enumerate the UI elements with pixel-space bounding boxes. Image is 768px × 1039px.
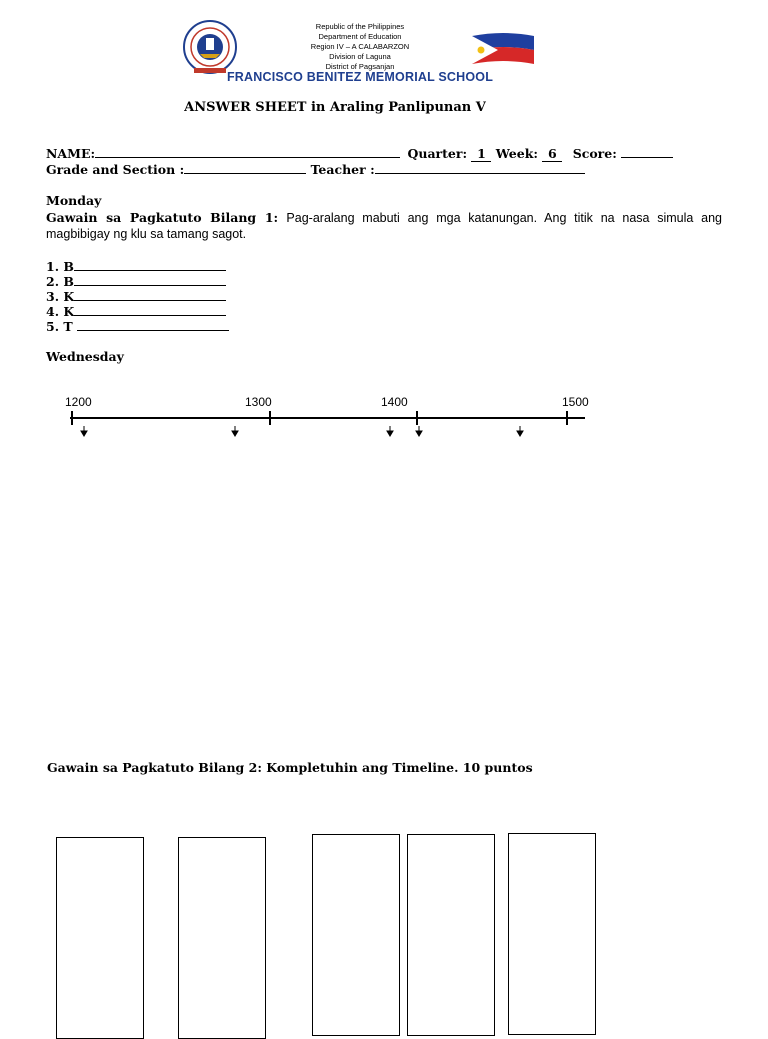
timeline-year-label: 1300 [245, 395, 272, 409]
answer-item-label: 1. B [46, 259, 74, 274]
monday-heading: Monday [46, 193, 102, 208]
week-label: Week: [495, 146, 538, 161]
header-line: Division of Laguna [329, 52, 391, 61]
down-arrow-icon [517, 426, 523, 436]
timeline-answer-box[interactable] [312, 834, 400, 1036]
timeline-year-label: 1400 [381, 395, 408, 409]
header-line: District of Pagsanjan [325, 62, 395, 71]
teacher-label: Teacher : [310, 162, 375, 177]
name-label: NAME: [46, 146, 96, 161]
answer-item-label: 3. K [46, 289, 75, 304]
down-arrow-icon [232, 426, 238, 436]
timeline-answer-box[interactable] [56, 837, 144, 1039]
timeline-graphic [0, 0, 768, 460]
quarter-value[interactable]: 1 [471, 146, 491, 162]
week-value[interactable]: 6 [542, 146, 562, 162]
timeline-answer-box[interactable] [407, 834, 495, 1036]
timeline-answer-box[interactable] [178, 837, 266, 1039]
timeline-year-label: 1200 [65, 395, 92, 409]
answer-item-label: 5. T [46, 319, 73, 334]
down-arrow-icon [416, 426, 422, 436]
activity1-instruction: Pag-aralang mabuti ang mga katanungan. Ang titik na nasa simula ang magbibigay ng klu sa tamang sagot. [46, 211, 722, 241]
header-line: Republic of the Philippines [315, 22, 405, 31]
timeline-answer-box[interactable] [508, 833, 596, 1035]
school-name: FRANCISCO BENITEZ MEMORIAL SCHOOL [226, 70, 494, 84]
grade-section-label: Grade and Section : [46, 162, 185, 177]
header-line: Region IV – A CALABARZON [310, 42, 410, 51]
quarter-label: Quarter: [407, 146, 468, 161]
down-arrow-icon [81, 426, 87, 436]
page-title: ANSWER SHEET in Araling Panlipunan V [184, 100, 486, 115]
score-label: Score: [572, 146, 617, 161]
header-line: Department of Education [318, 32, 402, 41]
answer-item-label: 4. K [46, 304, 75, 319]
activity1-label: Gawain sa Pagkatuto Bilang 1: [46, 210, 279, 225]
answer-item-label: 2. B [46, 274, 74, 289]
timeline-year-label: 1500 [562, 395, 589, 409]
down-arrow-icon [387, 426, 393, 436]
wednesday-heading: Wednesday [46, 349, 124, 364]
activity2-heading: Gawain sa Pagkatuto Bilang 2: Kompletuhin ang Timeline. 10 puntos [47, 760, 533, 775]
